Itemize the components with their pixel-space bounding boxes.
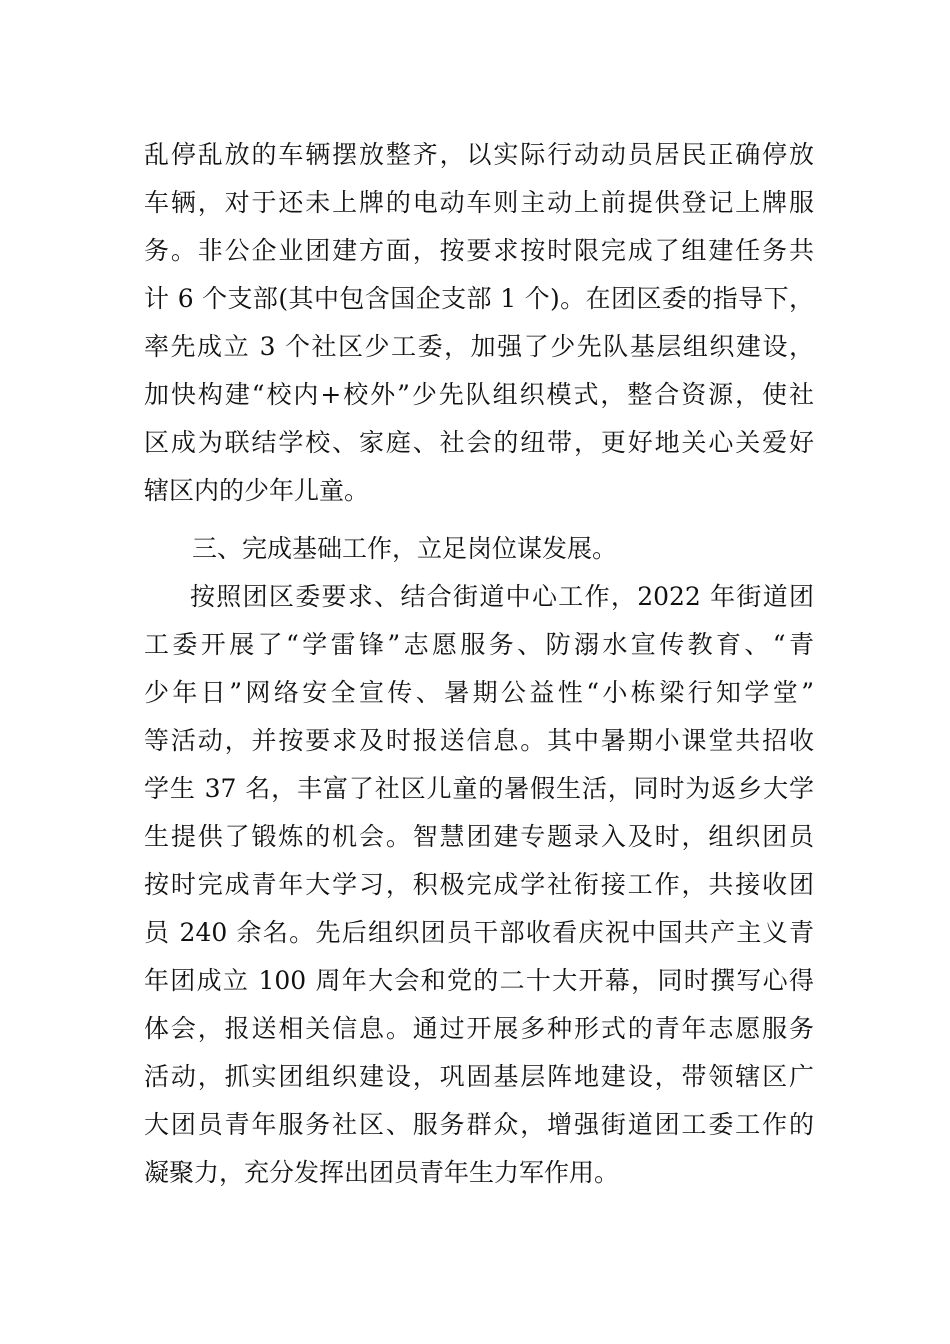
- paragraph-line: 体会，报送相关信息。通过开展多种形式的青年志愿服务: [144, 1014, 814, 1043]
- paragraph-line: 生提供了锻炼的机会。智慧团建专题录入及时，组织团员: [144, 822, 814, 851]
- paragraph-line: 加快构建“校内+校外”少先队组织模式，整合资源，使社: [144, 380, 814, 409]
- paragraph-line: 等活动，并按要求及时报送信息。其中暑期小课堂共招收: [144, 726, 814, 755]
- paragraph-line: 大团员青年服务社区、服务群众，增强街道团工委工作的: [144, 1110, 814, 1139]
- paragraph-line: 区成为联结学校、家庭、社会的纽带，更好地关心关爱好: [144, 428, 814, 457]
- paragraph-first-line: 按照团区委要求、结合街道中心工作，2022 年街道团: [190, 582, 814, 611]
- paragraph-line: 年团成立 100 周年大会和党的二十大开幕，同时撰写心得: [144, 966, 814, 995]
- paragraph-1: [144, 131, 814, 515]
- paragraph-line: 乱停乱放的车辆摆放整齐，以实际行动动员居民正确停放: [144, 140, 814, 169]
- paragraph-line: 辖区内的少年儿童。: [144, 476, 370, 505]
- paragraph-line: 工委开展了“学雷锋”志愿服务、防溺水宣传教育、“青: [144, 630, 814, 659]
- section-heading: 三、完成基础工作，立足岗位谋发展。: [192, 534, 618, 563]
- paragraph-line: 计 6 个支部(其中包含国企支部 1 个)。在团区委的指导下，: [144, 284, 814, 313]
- paragraph-line: 务。非公企业团建方面，按要求按时限完成了组建任务共: [144, 236, 814, 265]
- paragraph-line: 按时完成青年大学习，积极完成学社衔接工作，共接收团: [144, 870, 814, 899]
- paragraph-line: 车辆，对于还未上牌的电动车则主动上前提供登记上牌服: [144, 188, 814, 217]
- paragraph-2: [144, 573, 814, 1197]
- section-heading-block: [144, 525, 814, 573]
- paragraph-line: 活动，抓实团组织建设，巩固基层阵地建设，带领辖区广: [144, 1062, 814, 1091]
- paragraph-line: 率先成立 3 个社区少工委，加强了少先队基层组织建设，: [144, 332, 814, 361]
- paragraph-line: 员 240 余名。先后组织团员干部收看庆祝中国共产主义青: [144, 918, 814, 947]
- paragraph-line: 凝聚力，充分发挥出团员青年生力军作用。: [144, 1158, 620, 1187]
- paragraph-line: 学生 37 名，丰富了社区儿童的暑假生活，同时为返乡大学: [144, 774, 814, 803]
- paragraph-line: 少年日”网络安全宣传、暑期公益性“小栋梁行知学堂”: [144, 678, 814, 707]
